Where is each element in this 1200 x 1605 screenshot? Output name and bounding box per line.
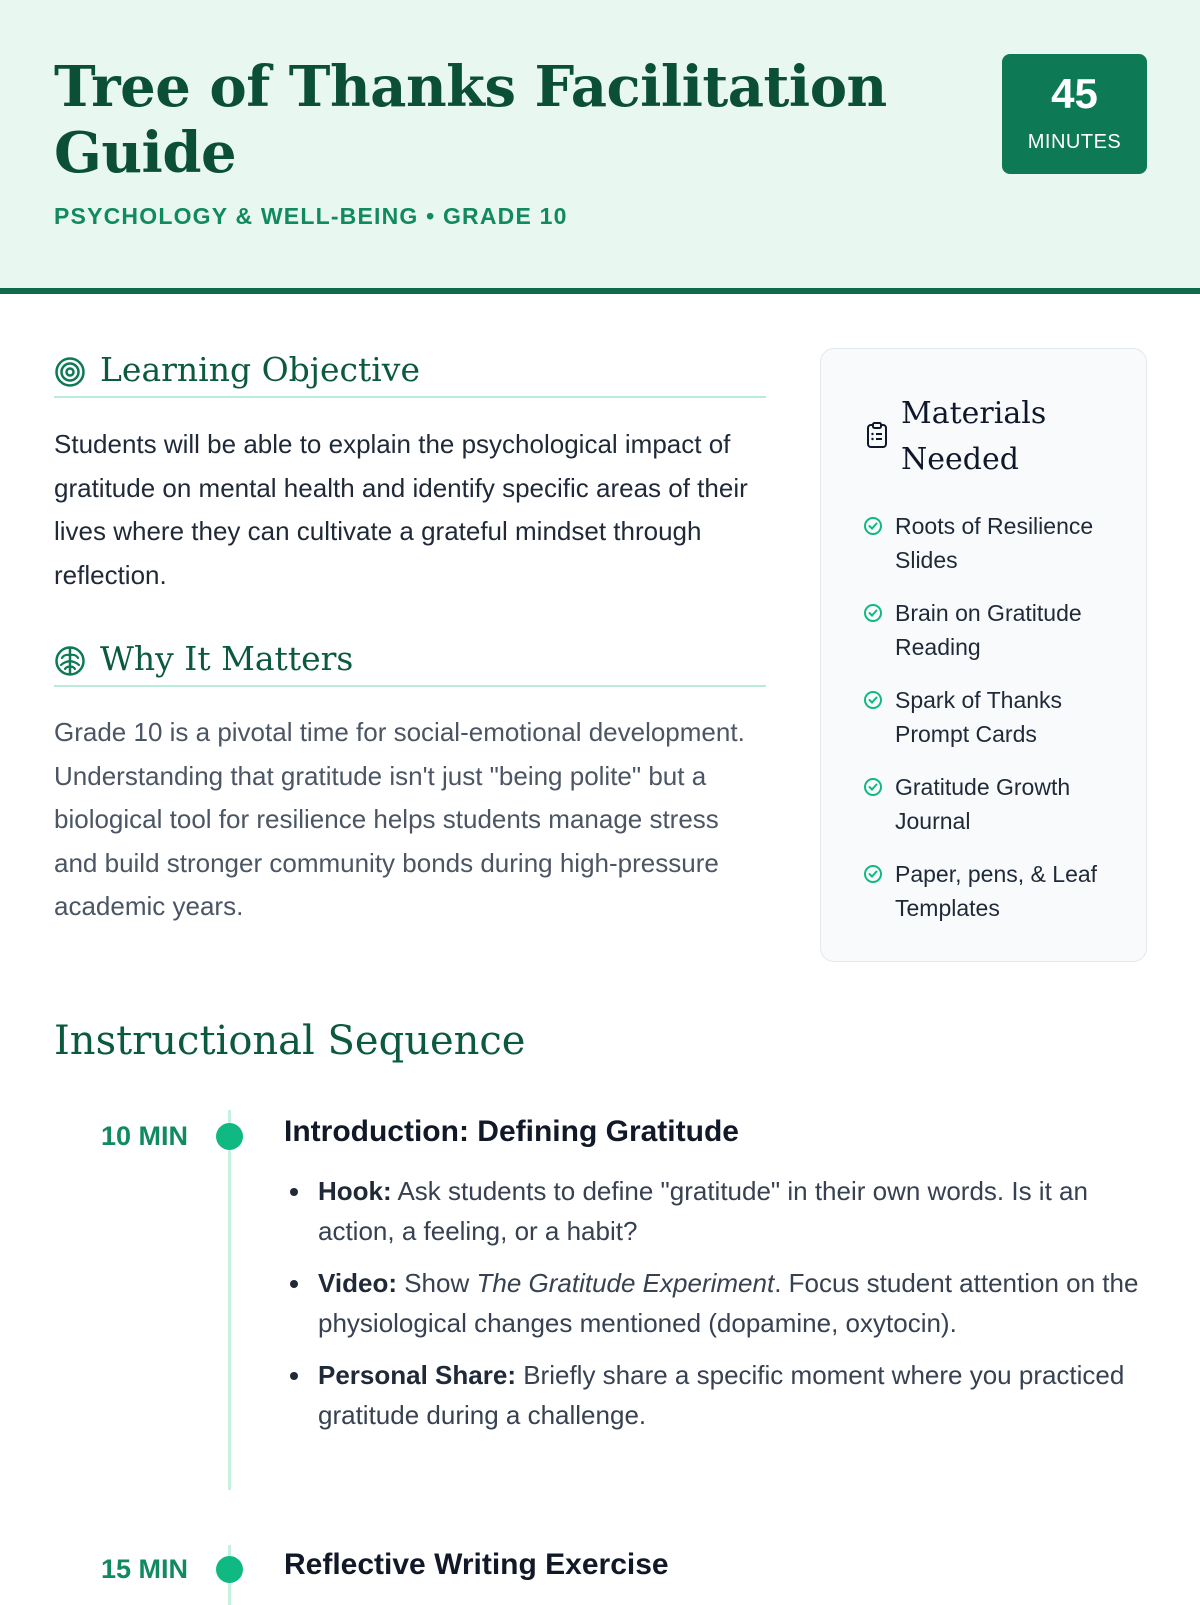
check-circle-icon: [863, 690, 883, 710]
objective-heading: [54, 348, 766, 398]
timeline-dot: [216, 1123, 243, 1150]
target-icon: [54, 356, 86, 388]
bullet-dot: [290, 1280, 298, 1288]
step-time: 15 MIN: [100, 1554, 188, 1584]
why-heading-label: Why It Matters: [100, 639, 354, 678]
objective-text: Students will be able to explain the psychological impact of gratitude on mental health and identify specific areas of their lives where they can cultivate a grateful mindset through reflection.: [54, 429, 748, 590]
page-subtitle: PSYCHOLOGY & WELL-BEING • GRADE 10: [54, 203, 568, 229]
check-circle-icon: [863, 516, 883, 536]
step-bullet: [284, 1171, 1144, 1251]
step-title: Reflective Writing Exercise: [284, 1548, 669, 1581]
step-bullet: [284, 1263, 1144, 1343]
timeline-dot: [216, 1556, 243, 1583]
bullet-title-emphasis: The Gratitude Experiment: [476, 1268, 775, 1298]
bullet-text: Ask students to define "gratitude" in their own words. Is it an action, a feeling, or a habit?: [318, 1176, 1088, 1246]
check-circle-icon: [863, 777, 883, 797]
step-title: Introduction: Defining Gratitude: [284, 1115, 739, 1148]
bullet-text-pre: Show: [396, 1268, 477, 1298]
duration-value: 45: [1051, 70, 1098, 117]
materials-card: [820, 348, 1147, 962]
why-text: Grade 10 is a pivotal time for social-emotional development. Understanding that gratitude isn't just "being polite" but a biological tool for resilience helps students manage stress and build stronger community bonds during high-pressure academic years.: [54, 717, 745, 921]
bullet-text: . Focus student attention on the physiological changes mentioned (dopamine, oxytocin).: [318, 1268, 1139, 1338]
check-circle-icon: [863, 864, 883, 884]
timeline-line: [228, 1110, 231, 1490]
materials-heading: Materials Needed: [901, 396, 1047, 477]
materials-item-label: Brain on Gratitude Reading: [895, 600, 1082, 660]
sequence-heading: Instructional Sequence: [54, 1018, 526, 1064]
brain-icon: [54, 645, 86, 677]
step-bullet: [284, 1355, 1144, 1435]
bullet-label: Personal Share:: [318, 1360, 516, 1390]
bullet-label: Video:: [318, 1268, 397, 1298]
materials-item-label: Paper, pens, & Leaf Templates: [895, 861, 1098, 921]
clipboard-icon: [863, 421, 891, 449]
why-heading: [54, 637, 766, 687]
step-bullet-list: [284, 1171, 1144, 1447]
bullet-dot: [290, 1372, 298, 1380]
objective-heading-label: Learning Objective: [100, 350, 420, 389]
duration-unit: MINUTES: [1027, 131, 1122, 153]
bullet-label: Hook:: [318, 1176, 392, 1206]
step-time: 10 MIN: [100, 1121, 188, 1151]
bullet-dot: [290, 1188, 298, 1196]
duration-badge: [1002, 54, 1147, 174]
materials-item-label: Roots of Resilience Slides: [895, 513, 1094, 573]
materials-item-label: Spark of Thanks Prompt Cards: [895, 687, 1063, 747]
page-header: [0, 0, 1200, 294]
check-circle-icon: [863, 603, 883, 623]
bullet-text: Briefly share a specific moment where you practiced gratitude during a challenge.: [318, 1360, 1125, 1430]
materials-item-label: Gratitude Growth Journal: [895, 774, 1071, 834]
page-title: Tree of Thanks Facilitation Guide: [54, 54, 887, 186]
